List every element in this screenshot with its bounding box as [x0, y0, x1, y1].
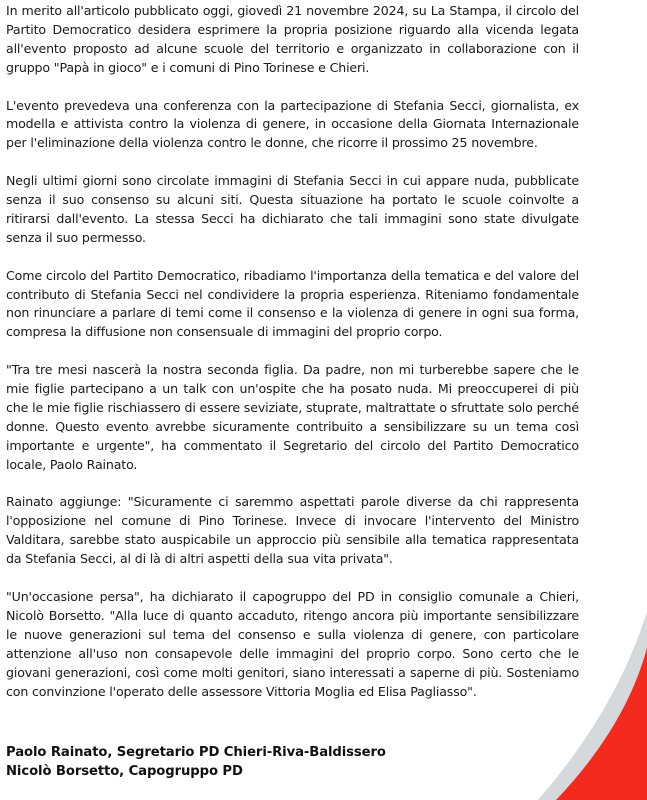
- paragraph-intro: In merito all'articolo pubblicato oggi, giovedì 21 novembre 2024, su La Stampa, il circolo del Partito Democratico desidera esprimere la propria posizione riguardo alla vicenda legata all'evento proposto ad alcune scuole del territorio e organizzato in collaborazione con il gruppo "Papà in gioco" e i comuni di Pino Torinese e Chieri.: [6, 3, 579, 75]
- signature-rainato: Paolo Rainato, Segretario PD Chieri-Riva-Baldissero: [6, 745, 386, 760]
- paragraph-position: Come circolo del Partito Democratico, ribadiamo l'importanza della tematica e del valore del contributo di Stefania Secci nel condividere la propria esperienza. Riteniamo fondamentale non rinunciare a parlare di temi come il consenso e la violenza di genere in ogni sua forma, compresa la diffusione non consensuale di immagini del proprio corpo.: [6, 267, 579, 340]
- paragraph-event: L'evento prevedeva una conferenza con la partecipazione di Stefania Secci, giornalista, ex modella e attivista contro la violenza di genere, in occasione della Giornata Internazionale per l'eliminazione della violenza contro le donne, che ricorre il prossimo 25 novembre.: [6, 97, 579, 151]
- paragraph-borsetto-quote: "Un'occasione persa", ha dichiarato il capogruppo del PD in consiglio comunale a Chieri, Nicolò Borsetto. "Alla luce di quanto accaduto, ritengo ancora più importante sensibilizzare le nuove generazioni sul tema del consenso e sulla violenza di genere, con particolare attenzione all'uso non consapevole delle immagini del proprio corpo. Sono certo che le giovani generazioni, così come molti genitori, siano interessati a saperne di più. Sosteniamo con convinzione l'operato delle assessore Vittoria Moglia ed Elisa Pagliasso".: [6, 589, 579, 699]
- paragraph-rainato-quote: "Tra tre mesi nascerà la nostra seconda figlia. Da padre, non mi turberebbe sapere che le mie figlie partecipano a un talk con un'ospite che ha posato nuda. Mi preoccuperei di più che le mie figlie rischiassero di essere seviziate, stuprate, maltrattate o sfruttate solo perché donne. Questo evento avrebbe sicuramente contribuito a sensibilizzare su un tema così importante e urgente", ha commentato il Segretario del circolo del Partito Democratico locale, Paolo Rainato.: [6, 362, 579, 472]
- paragraph-images: Negli ultimi giorni sono circolate immagini di Stefania Secci in cui appare nuda, pubblicate senza il suo consenso su alcuni siti. Questa situazione ha portato le scuole coinvolte a ritirarsi dall'evento. La stessa Secci ha dichiarato che tali immagini sono state divulgate senza il suo permesso.: [6, 173, 579, 245]
- press-release-body: [6, 2, 579, 720]
- signature-block: [6, 743, 386, 781]
- paragraph-rainato-addition: Rainato aggiunge: "Sicuramente ci saremmo aspettati parole diverse da chi rappresenta l'opposizione nel comune di Pino Torinese. Invece di invocare l'intervento del Ministro Valditara, sarebbe stato auspicabile un approccio più sensibile alla tematica rappresentata da Stefania Secci, al di là di altri aspetti della sua vita privata".: [6, 494, 579, 567]
- signature-borsetto: Nicolò Borsetto, Capogruppo PD: [6, 764, 243, 779]
